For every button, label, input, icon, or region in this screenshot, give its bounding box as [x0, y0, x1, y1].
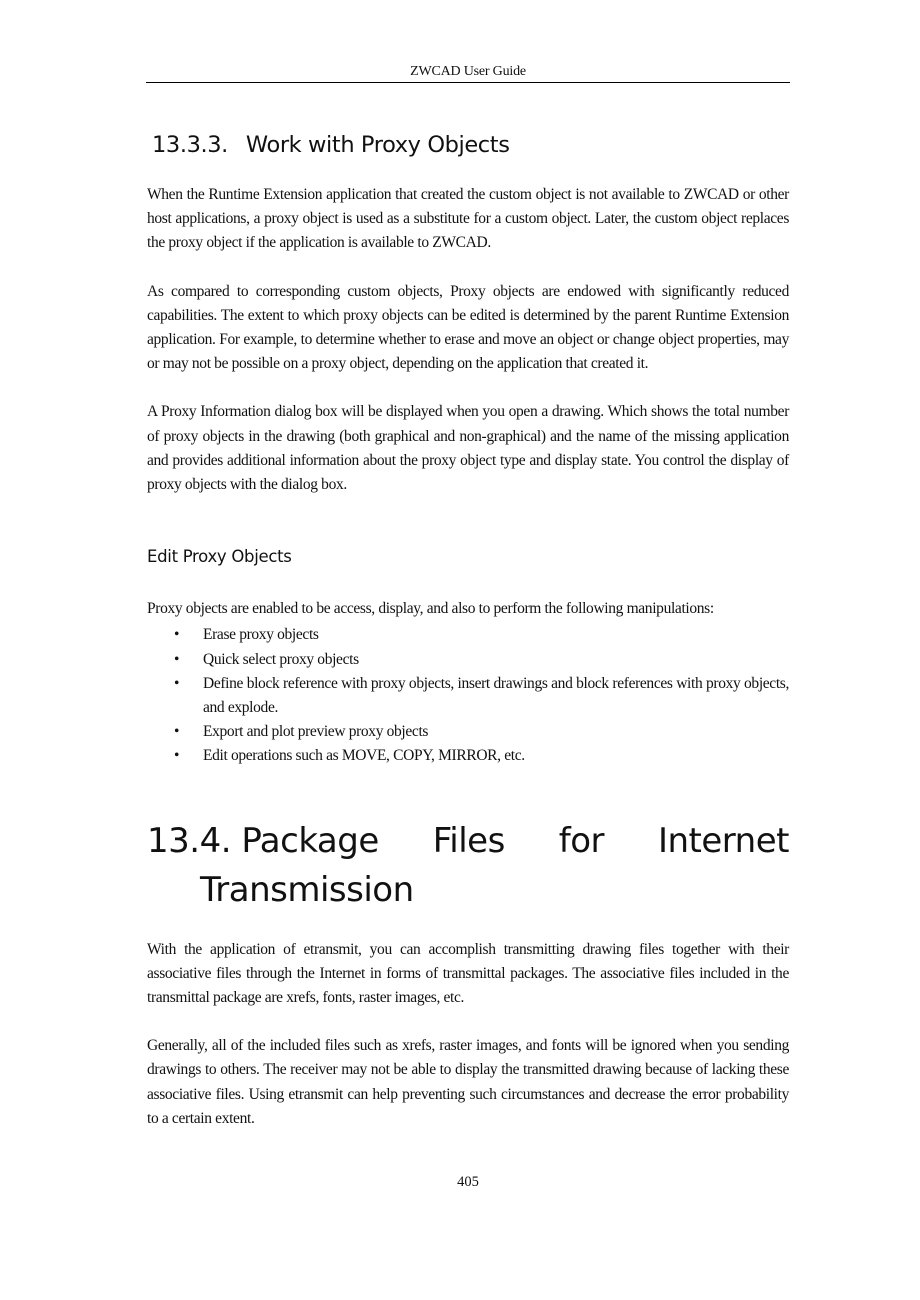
list-item: • Edit operations such as MOVE, COPY, MIRROR, etc. [147, 744, 789, 768]
list-item: • Define block reference with proxy objects, insert drawings and block references with proxy objects, and explode. [147, 672, 789, 720]
section-title: Work with Proxy Objects [245, 132, 510, 158]
bullet-icon: • [174, 650, 180, 668]
paragraph: Proxy objects are enabled to be access, display, and also to perform the following manipulations: [147, 600, 714, 618]
bullet-icon: • [174, 626, 180, 644]
paragraph: Generally, all of the included files such as xrefs, raster images, and fonts will be ignored when you sending drawings to others. The receiver may not be able to display the transmitted drawing because of lacking these associative files. Using etransmit can help preventing such circumstances and decrease the error probability to a certain extent. [147, 1037, 789, 1127]
section-number: 13.3.3. [152, 132, 228, 158]
bullet-icon: • [174, 674, 180, 692]
running-header: ZWCAD User Guide [410, 64, 526, 79]
page-content [147, 128, 789, 1131]
paragraph: A Proxy Information dialog box will be displayed when you open a drawing. Which shows the total number of proxy objects in the drawing (both graphical and non-graphical) and the name of the missing application and provides additional information about the proxy object type and display state. You control the display of proxy objects with the dialog box. [147, 403, 789, 494]
paragraph: With the application of etransmit, you can accomplish transmitting drawing files together with their associative files through the Internet in forms of transmittal packages. The associative files included in the transmittal package are xrefs, fonts, raster images, etc. [147, 940, 789, 1007]
paragraph: As compared to corresponding custom objects, Proxy objects are endowed with significantly reduced capabilities. The extent to which proxy objects can be edited is determined by the parent Runtime Extension application. For example, to determine whether to erase and move an object or change object properties, may or may not be possible on a proxy object, depending on the application that created it. [147, 282, 789, 373]
bullet-list [147, 623, 789, 768]
paragraph: When the Runtime Extension application that created the custom object is not available to ZWCAD or other host applications, a proxy object is used as a substitute for a custom object. Later, the custom object replaces the proxy object if the application is available to ZWCAD. [147, 186, 789, 252]
list-item: • Erase proxy objects [147, 623, 789, 647]
subheading-edit-proxy-objects: Edit Proxy Objects [147, 547, 292, 567]
list-item: • Export and plot preview proxy objects [147, 720, 789, 744]
heading-word: 13.4. Package [147, 820, 379, 861]
section-heading-13-4 [147, 817, 789, 915]
section-heading-13-3-3 [152, 128, 789, 162]
list-item: • Quick select proxy objects [147, 648, 789, 672]
heading-word: Files [432, 820, 505, 861]
bullet-icon: • [174, 723, 180, 741]
bullet-icon: • [174, 747, 180, 765]
heading-word: for [558, 820, 605, 861]
header-rule [146, 82, 790, 83]
heading-word: Internet [657, 820, 789, 861]
heading-word: Transmission [200, 869, 414, 910]
page-number: 405 [457, 1174, 479, 1190]
